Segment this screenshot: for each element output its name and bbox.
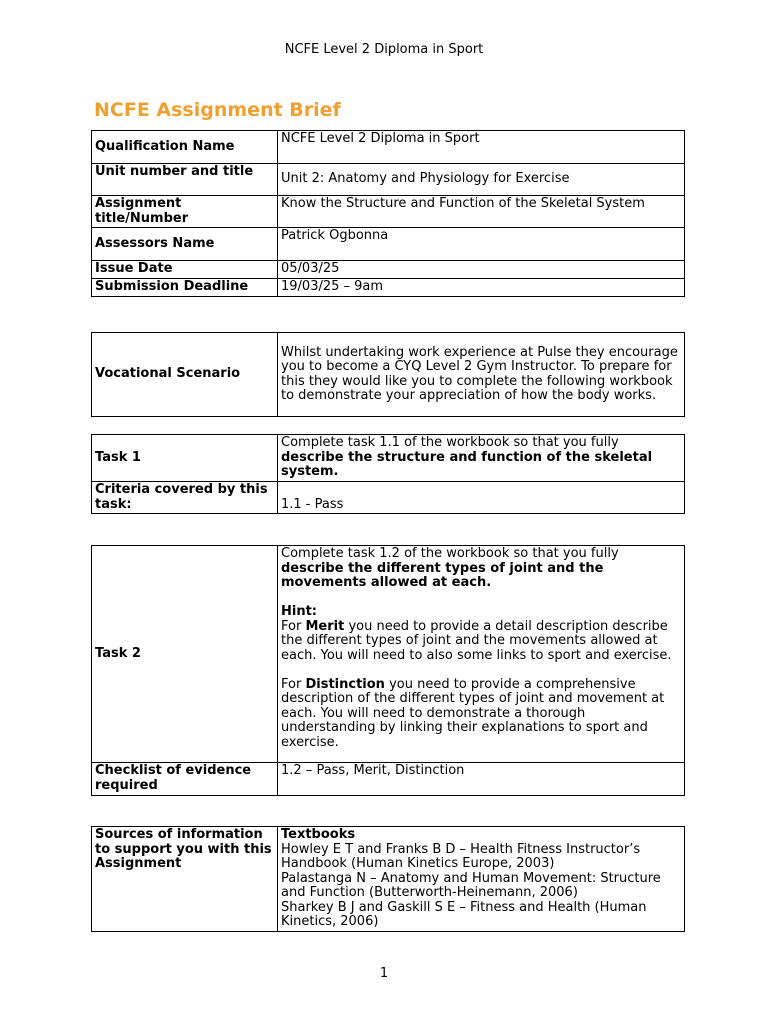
task1-intro: Complete task 1.1 of the workbook so that you fully xyxy=(281,435,619,450)
qualification-label: Qualification Name xyxy=(92,131,278,164)
source-item: Palastanga N – Anatomy and Human Movement: Structure and Function (Butterworth-Heinemann, 2006) xyxy=(281,870,661,900)
unit-label: Unit number and title xyxy=(92,164,278,196)
task2-label: Task 2 xyxy=(92,546,278,763)
task2-description xyxy=(278,546,685,763)
merit-word: Merit xyxy=(305,618,345,634)
source-item: Howley E T and Franks B D – Health Fitness Instructor’s Handbook (Human Kinetics Europe, 2003) xyxy=(281,841,641,871)
sources-label: Sources of information to support you with this Assignment xyxy=(92,827,278,932)
task2-bold: describe the different types of joint and the movements allowed at each. xyxy=(281,560,604,590)
page-header: NCFE Level 2 Diploma in Sport xyxy=(284,42,484,57)
assignment-value: Know the Structure and Function of the Skeletal System xyxy=(278,196,685,228)
sources-table xyxy=(91,826,685,932)
task1-description xyxy=(278,435,685,482)
scenario-table xyxy=(91,332,685,417)
assessor-label: Assessors Name xyxy=(92,228,278,261)
issue-date-value: 05/03/25 xyxy=(278,261,685,279)
checklist-value: 1.2 – Pass, Merit, Distinction xyxy=(278,763,685,796)
checklist-label: Checklist of evidence required xyxy=(92,763,278,796)
page-number: 1 xyxy=(379,966,389,981)
scenario-text: Whilst undertaking work experience at Pulse they encourage you to become a CYQ Level 2 Gym Instructor. To prepare for this they would like you to complete the following workbook to demonstrate your appreciation of how the body works. xyxy=(278,333,685,417)
deadline-value: 19/03/25 – 9am xyxy=(278,278,685,296)
hint-label: Hint: xyxy=(281,604,318,619)
source-item: Sharkey B J and Gaskill S E – Fitness and Health (Human Kinetics, 2006) xyxy=(281,899,647,929)
distinction-text: you need to provide a comprehensive description of the different types of joint and movement at each. You will need to demonstrate a thorough understanding by linking their explanations to sport and exercise. xyxy=(281,676,665,750)
task1-table xyxy=(91,434,685,514)
assignment-label: Assignment title/Number xyxy=(92,196,278,228)
task1-bold: describe the structure and function of the skeletal system. xyxy=(281,449,653,479)
merit-text: you need to provide a detail description describe the different types of joint and the movements allowed at each. You will need to also some links to sport and exercise. xyxy=(281,618,672,663)
distinction-prefix: For xyxy=(281,676,302,692)
task2-table xyxy=(91,545,685,796)
merit-prefix: For xyxy=(281,618,302,634)
sources-heading: Textbooks xyxy=(281,827,356,842)
sources-content xyxy=(278,827,685,932)
issue-date-label: Issue Date xyxy=(92,261,278,279)
deadline-label: Submission Deadline xyxy=(92,278,278,296)
criteria-value: 1.1 - Pass xyxy=(278,482,685,514)
page-title: NCFE Assignment Brief xyxy=(94,99,341,121)
distinction-word: Distinction xyxy=(305,676,385,692)
qualification-value: NCFE Level 2 Diploma in Sport xyxy=(278,131,685,164)
assessor-value: Patrick Ogbonna xyxy=(278,228,685,261)
task2-intro: Complete task 1.2 of the workbook so that you fully xyxy=(281,546,619,561)
task1-label: Task 1 xyxy=(92,435,278,482)
unit-value: Unit 2: Anatomy and Physiology for Exercise xyxy=(278,164,685,196)
criteria-label: Criteria covered by this task: xyxy=(92,482,278,514)
details-table xyxy=(91,130,685,297)
scenario-label: Vocational Scenario xyxy=(92,333,278,417)
